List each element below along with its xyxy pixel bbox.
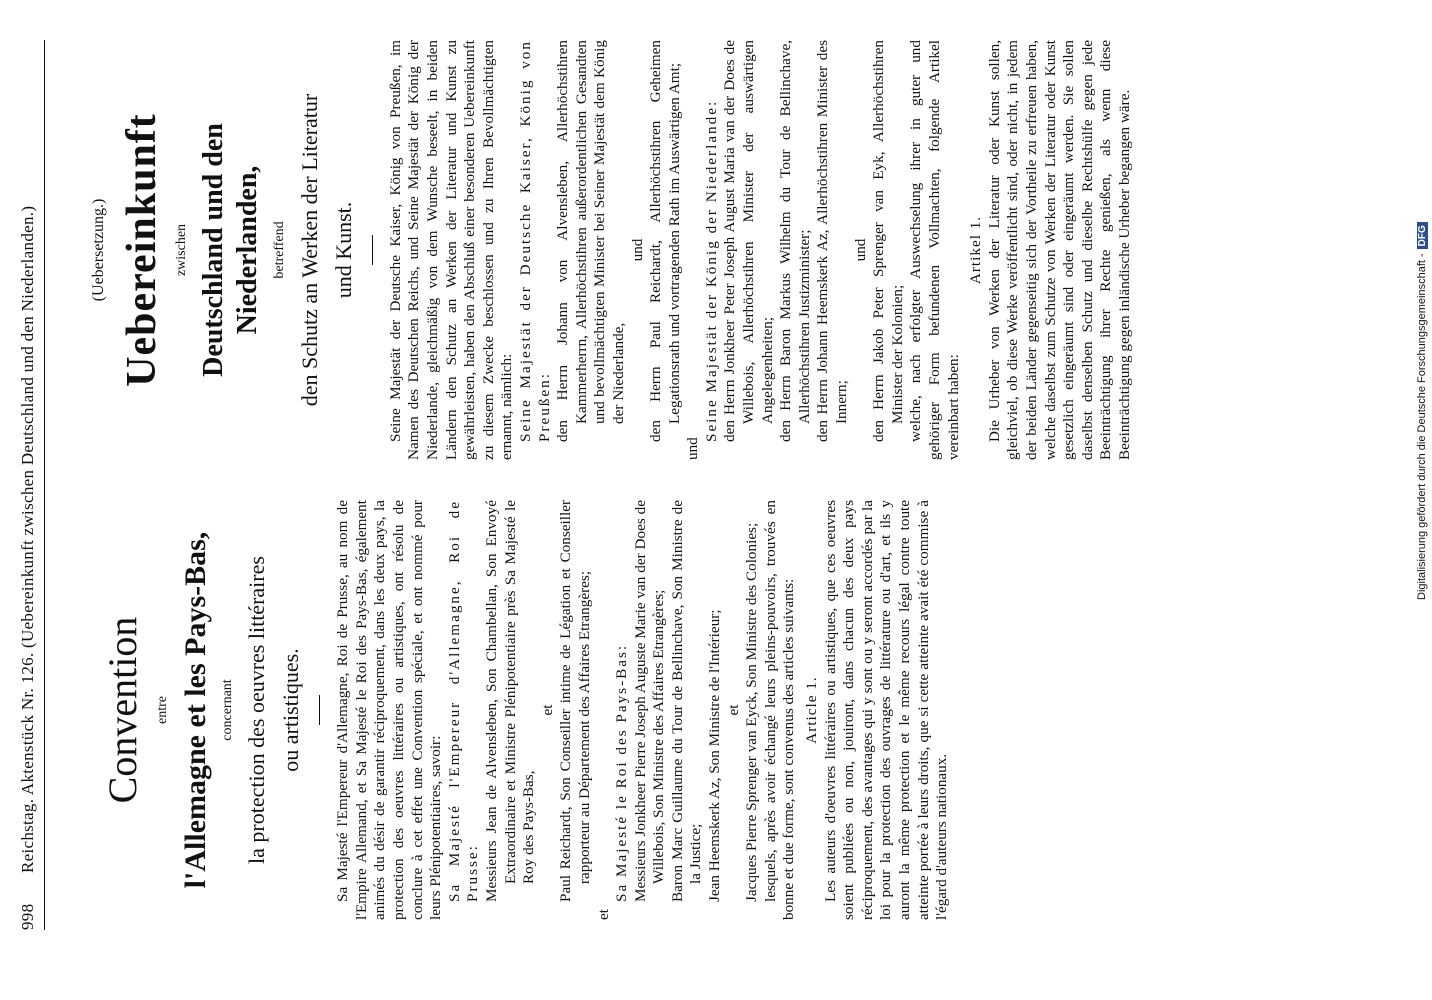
german-king: Seine Majestät der König der Niederlande: xyxy=(702,99,720,442)
french-between: entre xyxy=(155,696,170,724)
german-subject-2: und Kunst. xyxy=(330,201,356,299)
german-plenipotentiary-1: den Herrn Johann von Alvensleben, Allerhöchstihren Kammerherrn, Allerhöchstihren außerordentlichen Gesandten und bevollmächtigten Minister bei Seiner Majestät dem König der Niederlande, xyxy=(554,40,627,442)
french-title: Convention xyxy=(100,616,145,804)
german-und-1: und xyxy=(628,238,646,262)
german-plenipotentiary-6: den Herrn Jakob Peter Sprenger van Eyk, Allerhöchstihren Minister der Kolonien; xyxy=(870,40,906,442)
french-plenipotentiary-6: Jacques Pierre Sprenger van Eyck, Son Ministre des Colonies; xyxy=(743,522,761,902)
french-subject-1: la protection des oeuvres littéraires xyxy=(244,556,270,864)
french-subject-2: ou artistiques. xyxy=(278,648,304,772)
french-title-rule xyxy=(319,695,320,725)
french-emperor: Sa Majesté l'Empereur d'Allemagne, Roi de Prusse: xyxy=(445,500,482,902)
german-plenipotentiary-2: den Herrn Paul Reichardt, Allerhöchstihren Geheimen Legationsrath und vortragenden Rath im Auswärtigen Amt; xyxy=(647,40,683,442)
french-closing: lesquels, après avoir échangé leurs pleins-pouvoirs, trouvés en bonne et due forme, sont convenus des articles suivants: xyxy=(761,500,798,920)
french-plenipotentiary-5: Jean Heemskerk Az, Son Ministre de l'Intérieur; xyxy=(706,609,724,902)
german-closing: welche, nach erfolgter Auswechselung ihrer in guter und gehöriger Form befundenen Vollmachten, folgende Artikel vereinbart haben: xyxy=(907,40,962,460)
german-preamble: Seine Majestät der Deutsche Kaiser, König von Preußen, im Namen des Deutschen Reichs, und Seine Majestät der König der Niederlande, gleichmäßig von dem Wunsche beseelt, in beiden Ländern den Schutz an Werken der Literatur und Kunst zu gewährleisten, haben den Abschluß einer besonderen Uebereinkunft zu diesem Zwecke beschlossen und zu Ihren Bevollmächtigten ernannt, nämlich: xyxy=(386,40,516,460)
german-und-2: und xyxy=(684,437,702,460)
french-et-1: et xyxy=(538,704,556,716)
german-emperor: Seine Majestät der Deutsche Kaiser, König von Preußen: xyxy=(516,40,553,442)
header-text: Reichstag. Aktenstück Nr. 126. (Uebereinkunft zwischen Deutschland und den Niederlanden.) xyxy=(18,205,37,874)
page-number: 998 xyxy=(18,903,37,930)
french-column xyxy=(90,500,1362,920)
german-title: Uebereinkunft xyxy=(118,113,165,387)
german-plenipotentiary-5: den Herrn Johann Heemskerk Az, Allerhöchstihren Minister des Innern; xyxy=(814,40,851,442)
running-header xyxy=(18,40,45,930)
french-plenipotentiary-4: Baron Marc Guillaume du Tour de Bellinchave, Son Ministre de la Justice; xyxy=(668,500,705,902)
german-concerning: betreffend xyxy=(272,221,288,279)
french-plenipotentiary-2: Paul Reichardt, Son Conseiller intime de Légation et Conseiller rapporteur au Département des Affaires Etrangères; xyxy=(557,500,593,902)
french-parties: l'Allemagne et les Pays-Bas, xyxy=(178,531,212,889)
german-plenipotentiary-3: den Herrn Jonkheer Peter Joseph August Maria van der Does de Willebois, Allerhöchstihren Minister der auswärtigen Angelegenheiten; xyxy=(721,40,776,442)
german-article-text: Die Urheber von Werken der Literatur oder Kunst sollen, gleichviel, ob diese Werke veröffentlicht sind, oder nicht, in jedem der beiden Länder gegenseitig sich der Vortheile zu erfreuen haben, welche daselbst zum Schutze von Werken der Literatur oder Kunst gesetzlich eingeräumt sind oder eingeräumt werden. Sie sollen daselbst denselben Schutz und dieselbe Rechtshülfe gegen jede Beeinträchtigung ihrer Rechte genießen, als wenn diese Beeinträchtigung gegen inländische Urheber begangen wäre. xyxy=(985,40,1133,460)
german-plenipotentiary-4: den Herrn Baron Markus Wilhelm du Tour de Bellinchave, Allerhöchstihren Justizminister; xyxy=(777,40,813,442)
french-article-text: Les auteurs d'oeuvres littéraires ou artistiques, que ces oeuvres soient publiées ou non, jouiront, dans chacun des deux pays réciproquement, des avantages qui y sont ou y seront accordés par la loi pour la protection des ouvrages de littérature ou d'art, et ils y auront la même protection et le même recours légal contre toute atteinte portée à leurs droits, que si cette atteinte avait été commise à l'égard d'auteurs nationaux. xyxy=(821,500,951,920)
french-et-3: et xyxy=(724,704,742,716)
french-plenipotentiary-1: Messieurs Jean de Alvensleben, Son Chambellan, Son Envoyé Extraordinaire et Ministre Plénipotentiaire près Sa Majesté le Roy des Pays-Bas, xyxy=(482,500,538,902)
german-title-rule xyxy=(372,235,373,265)
german-und-3: und xyxy=(851,238,869,262)
french-preamble: Sa Majesté l'Empereur d'Allemagne, Roi de Prusse, au nom de l'Empire Allemand, et Sa Majesté le Roi des Pays-Bas, également animés du désir de garantir réciproquement, dans les deux pays, la protection des oeuvres littéraires ou artistiques, ont résolu de conclure à cet effet une Convention spéciale, et ont nommé pour leurs Plénipotentiaires, savoir: xyxy=(334,500,445,920)
german-parties: Deutschland und den Niederlanden, xyxy=(198,123,264,377)
french-king: Sa Majesté le Roi des Pays-Bas: xyxy=(613,643,631,902)
credit-label: Digitalisierung gefördert durch die Deutsche Forschungsgemeinschaft - xyxy=(1416,253,1428,600)
german-column xyxy=(90,40,1362,460)
german-article-heading: Artikel 1. xyxy=(967,215,985,285)
german-translation-note: (Uebersetzung.) xyxy=(90,198,107,302)
dfg-logo: DFG xyxy=(1417,222,1428,249)
french-article-heading: Article 1. xyxy=(803,676,821,744)
digitization-credit xyxy=(1416,10,1432,610)
digitization-credit-text xyxy=(1416,10,1430,600)
german-subject-1: den Schutz an Werken der Literatur xyxy=(296,93,322,407)
french-plenipotentiary-3: Messieurs Jonkheer Pierre Joseph Auguste Marie van der Does de Willebois, Son Ministre des Affaires Etrangères; xyxy=(631,500,668,902)
french-concerning: concernant xyxy=(219,679,235,741)
german-between: zwischen xyxy=(173,223,189,277)
french-et-2: et xyxy=(594,909,612,920)
